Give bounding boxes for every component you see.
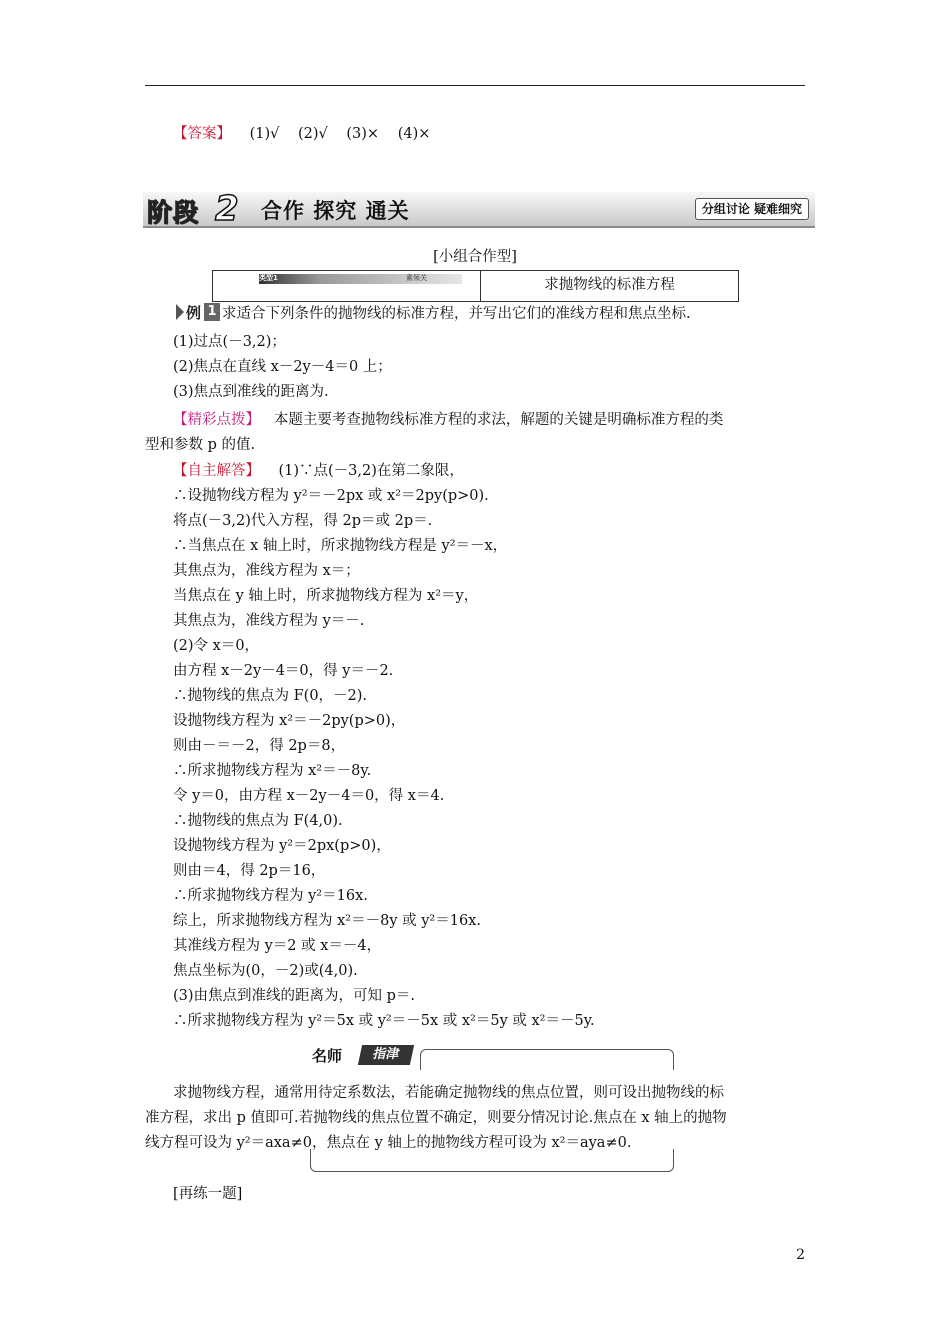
answer-item: (1)√ (249, 126, 280, 142)
answer-row (173, 122, 444, 143)
type-strip-right-label: 素领关 (406, 274, 427, 282)
answer-item: (4)× (397, 126, 431, 142)
page-number: 2 (796, 1247, 805, 1263)
example-question: 求适合下列条件的抛物线的标准方程，并写出它们的准线方程和焦点坐标. (222, 306, 691, 322)
type-strip (259, 274, 462, 284)
solution-label: 【自主解答】 (173, 463, 260, 479)
teacher-tip-badge: 指津 (358, 1045, 414, 1065)
solution-first-line (173, 461, 464, 481)
example-badge (176, 302, 220, 322)
solution-line: 其准线方程为 y＝2 或 x＝－4， (173, 938, 382, 954)
condition-3: (3)焦点到准线的距离为. (173, 384, 329, 400)
teacher-tip-line: 准方程，求出 p 值即可.若抛物线的焦点位置不确定，则要分情况讨论.焦点在 x 轴上的抛物 (145, 1110, 727, 1126)
solution-line: 综上，所求抛物线方程为 x²＝－8y 或 y²＝16x. (173, 913, 481, 929)
stage-title: 合作 探究 通关 (261, 199, 410, 223)
solution-line: (3)由焦点到准线的距离为，可知 p＝. (173, 988, 416, 1004)
practice-heading: [再练一题] (173, 1186, 243, 1202)
solution-line: ∴当焦点在 x 轴上时，所求抛物线方程是 y²＝－x， (173, 538, 508, 554)
type-box-title: 求抛物线的标准方程 (544, 277, 675, 293)
teacher-tip-line: 求抛物线方程，通常用待定系数法，若能确定抛物线的焦点位置，则可设出抛物线的标 (173, 1085, 724, 1101)
solution-line: 令 y＝0，由方程 x－2y－4＝0，得 x＝4. (173, 788, 445, 804)
condition-2: (2)焦点在直线 x－2y－4＝0 上； (173, 359, 392, 375)
solution-line: ∴所求抛物线方程为 y²＝16x. (173, 888, 368, 904)
solution-text: (1)∵点(－3,2)在第二象限， (278, 463, 464, 479)
solution-line: 设抛物线方程为 y²＝2px(p>0)， (173, 838, 391, 854)
teacher-tip-line: 线方程可设为 y²＝axa≠0，焦点在 y 轴上的抛物线方程可设为 x²＝aya≠0. (145, 1135, 632, 1151)
solution-line: 则由－＝－2，得 2p＝8， (173, 738, 346, 754)
answer-item: (2)√ (298, 126, 328, 142)
solution-line: 将点(－3,2)代入方程，得 2p＝或 2p＝. (173, 513, 433, 529)
teacher-tip-label: 名师 (312, 1047, 343, 1065)
solution-line: (2)令 x＝0， (173, 638, 260, 654)
analysis-text: 本题主要考查抛物线标准方程的求法，解题的关键是明确标准方程的类 (273, 412, 724, 428)
header-rule (145, 85, 805, 86)
analysis-line-2: 型和参数 p 的值. (145, 437, 256, 453)
answer-label: 【答案】 (173, 126, 231, 142)
solution-line: ∴抛物线的焦点为 F(0，－2). (173, 688, 368, 704)
stage-word: 阶段 (147, 198, 200, 227)
teacher-tip-top-border (420, 1049, 674, 1070)
solution-line: 设抛物线方程为 x²＝－2py(p>0)， (173, 713, 406, 729)
triangle-icon (176, 304, 184, 320)
solution-line: ∴抛物线的焦点为 F(4,0). (173, 813, 343, 829)
solution-line: 其焦点为，准线方程为 x＝； (173, 563, 360, 579)
group-type-heading: [小组合作型] (433, 249, 517, 265)
solution-line: ∴设抛物线方程为 y²＝－2px 或 x²＝2py(p>0). (173, 488, 489, 504)
solution-line: ∴所求抛物线方程为 y²＝5x 或 y²＝－5x 或 x²＝5y 或 x²＝－5y. (173, 1013, 595, 1029)
stage-tag: 分组讨论 疑难细究 (695, 198, 809, 220)
condition-1: (1)过点(－3,2)； (173, 334, 286, 350)
type-box-left (213, 271, 481, 301)
example-number: 1 (204, 303, 220, 321)
stage-number: 2 (215, 189, 239, 229)
analysis-line-1 (173, 410, 723, 430)
example-word: 例 (186, 304, 202, 322)
stage-banner (143, 189, 815, 229)
answer-item: (3)× (346, 126, 380, 142)
solution-line: 由方程 x－2y－4＝0，得 y＝－2. (173, 663, 394, 679)
solution-line: ∴所求抛物线方程为 x²＝－8y. (173, 763, 372, 779)
type-strip-label: 类型1 (259, 274, 278, 282)
solution-line: 焦点坐标为(0，－2)或(4,0). (173, 963, 358, 979)
analysis-label: 【精彩点拨】 (173, 412, 260, 428)
type-box (212, 270, 739, 302)
solution-line: 当焦点在 y 轴上时，所求抛物线方程为 x²＝y， (173, 588, 479, 604)
solution-line: 则由＝4，得 2p＝16， (173, 863, 326, 879)
solution-line: 其焦点为，准线方程为 y＝－. (173, 613, 365, 629)
